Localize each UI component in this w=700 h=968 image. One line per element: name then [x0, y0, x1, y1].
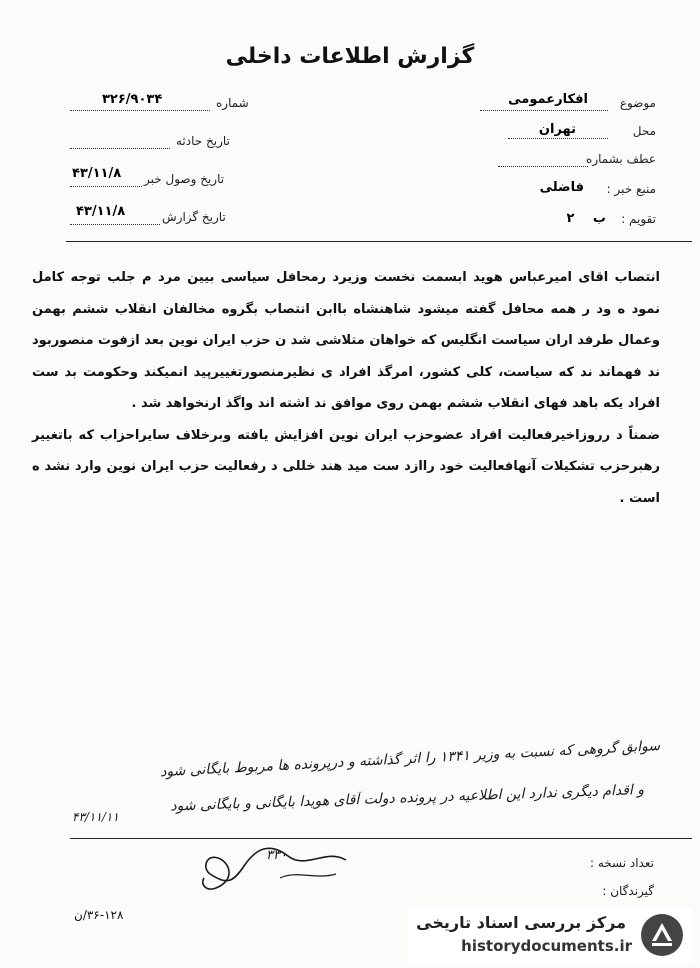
receipt-date-label: تاریخ وصول خبر	[144, 172, 225, 186]
evaluation-label: تقویم :	[621, 212, 656, 226]
watermark-url: historydocuments.ir	[461, 937, 632, 955]
report-date-dots	[70, 224, 160, 225]
report-body	[32, 262, 660, 514]
report-date-label: تاریخ گزارش	[162, 210, 226, 224]
reference-dots	[498, 166, 588, 167]
bottom-code: ۳۶-۱۲۸/ن	[74, 908, 124, 922]
incident-date-dots	[70, 148, 170, 149]
copies-label: تعداد نسخه :	[589, 856, 654, 870]
subject-value: افکارعمومی	[508, 92, 588, 107]
number-dots	[70, 110, 210, 111]
body-paragraph-2: ضمناً د رروزاخیرفعالیت افراد عضوحزب ایران نوین افزایش یافته وبرخلاف سایراحزاب که باتغییر رهبرحزب تشکیلات آنهافعالیت خود راازد ست مید هند خللی د رفعالیت حزب ایران نوین وارد نشد ه است .	[32, 427, 660, 506]
handwritten-note-line-2: و اقدام دیگری ندارد این اطلاعیه در پرونده دولت آقای هویدا بایگانی و بایگانی شود	[170, 782, 645, 815]
handwritten-note-line-1: سوابق گروهی که نسبت به وزیر ۱۳۴۱ را اثر گذاشته و درپرونده ها مربوط بایگانی شود	[159, 738, 661, 781]
watermark-logo	[408, 907, 692, 963]
subject-label: موضوع	[619, 96, 656, 110]
document-title: گزارش اطلاعات داخلی	[225, 44, 475, 69]
header-divider	[66, 241, 692, 242]
evaluation-value: ب ۲	[566, 211, 606, 226]
subject-dots	[480, 110, 608, 111]
receipt-date-dots	[70, 186, 142, 187]
handwritten-note-date: ۴۳/۱۱/۱۱	[72, 810, 119, 824]
location-dots	[508, 138, 608, 139]
body-paragraph-1: انتصاب اقای امیرعباس هوید ابسمت نخست وزیرد رمحافل سیاسی بیین مرد م جلب توجه کامل نمود ه ود ر همه محافل گفته میشود شاهنشاه باابن انتصاب بگروه مخالفان انقلاب ششم بهمن وعمال طرفد اران سیاست انگلیس که خواهان متلاشی شد ن حزب ایران نوین بعد ازفوت منصوربود ند فهماند ند که سیاست، کلی کشور، امرگذ افراد ی نظیرمنصورتغییرپید انمیکند وحکومت بد ست افراد یکه باهد فهای انقلاب ششم بهمن روی موافق ند اشته اند واگذ ارنخواهد شد .	[32, 270, 660, 411]
reference-label: عطف بشماره	[586, 152, 656, 166]
watermark-title: مرکز بررسی اسناد تاریخی	[416, 913, 626, 932]
source-label: منبع خبر :	[606, 182, 656, 196]
archive-emblem-icon	[638, 911, 686, 959]
source-value: فاضلی	[539, 180, 584, 195]
location-label: محل	[632, 124, 656, 138]
recipients-label: گیرندگان :	[602, 884, 654, 898]
incident-date-label: تاریخ حادثه	[176, 134, 230, 148]
receipt-date-value: ۴۳/۱۱/۸	[72, 166, 122, 181]
signature-code: ۳۳۰	[266, 848, 287, 863]
number-label: شماره	[216, 96, 249, 110]
signature-divider	[70, 838, 692, 839]
report-date-value: ۴۳/۱۱/۸	[76, 204, 126, 219]
location-value: تهران	[538, 122, 576, 137]
number-value: ۳۲۶/۹۰۳۴	[102, 92, 163, 107]
